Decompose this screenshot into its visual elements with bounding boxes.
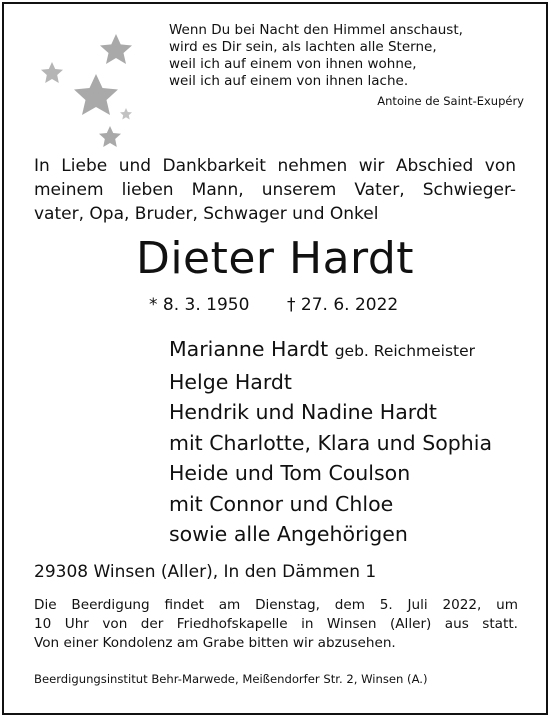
birth-date: * 8. 3. 1950	[149, 295, 250, 315]
poem-line: weil ich auf einem von ihnen lache.	[169, 73, 409, 89]
poem-author: Antoine de Saint-Exupéry	[377, 94, 524, 108]
star-icon	[41, 62, 63, 83]
mourner-row: Hendrik und Nadine Hardt	[169, 400, 437, 424]
mourner-name: Marianne Hardt	[169, 337, 329, 361]
deceased-name: Dieter Hardt	[135, 233, 415, 284]
intro-line: vater, Opa, Bruder, Schwager und Onkel	[34, 204, 379, 224]
mourner-row: sowie alle Angehörigen	[169, 522, 408, 546]
obituary-notice	[2, 2, 548, 715]
funeral-details	[34, 596, 518, 653]
mourner-row: mit Connor und Chloe	[169, 491, 394, 516]
undertaker-info: Beerdigungsinstitut Behr-Marwede, Meißendorfer Str. 2, Winsen (A.)	[34, 672, 428, 686]
mourners-list	[169, 334, 492, 550]
poem-line: weil ich auf einem von ihnen wohne,	[169, 56, 417, 72]
mourner-row	[169, 334, 492, 367]
stars-decoration	[4, 4, 154, 164]
maiden-name: geb. Reichmeister	[334, 342, 476, 360]
star-icon	[100, 34, 132, 64]
poem-quote	[169, 22, 524, 110]
funeral-line: Von einer Kondolenz am Grabe bitten wir abzusehen.	[34, 635, 396, 651]
intro-text	[34, 154, 516, 226]
life-dates	[149, 294, 449, 316]
death-date: † 27. 6. 2022	[287, 295, 399, 315]
intro-line: In Liebe und Dankbarkeit nehmen wir Abschied von	[34, 156, 516, 176]
mourner-row: Helge Hardt	[169, 369, 292, 394]
funeral-line: 10 Uhr von der Friedhofskapelle in Winsen (Aller) aus statt.	[34, 616, 518, 632]
star-icon	[120, 108, 132, 120]
star-icon	[99, 126, 121, 147]
star-icon	[74, 74, 118, 115]
poem-line: Wenn Du bei Nacht den Himmel anschaust,	[169, 22, 463, 38]
funeral-line: Die Beerdigung findet am Dienstag, dem 5. Juli 2022, um	[34, 597, 518, 613]
intro-line: meinem lieben Mann, unserem Vater, Schwieger-	[34, 180, 516, 200]
mourner-row: Heide und Tom Coulson	[169, 461, 411, 485]
family-address: 29308 Winsen (Aller), In den Dämmen 1	[34, 562, 377, 582]
poem-line: wird es Dir sein, als lachten alle Sterne,	[169, 39, 437, 55]
mourner-row: mit Charlotte, Klara und Sophia	[169, 430, 493, 455]
